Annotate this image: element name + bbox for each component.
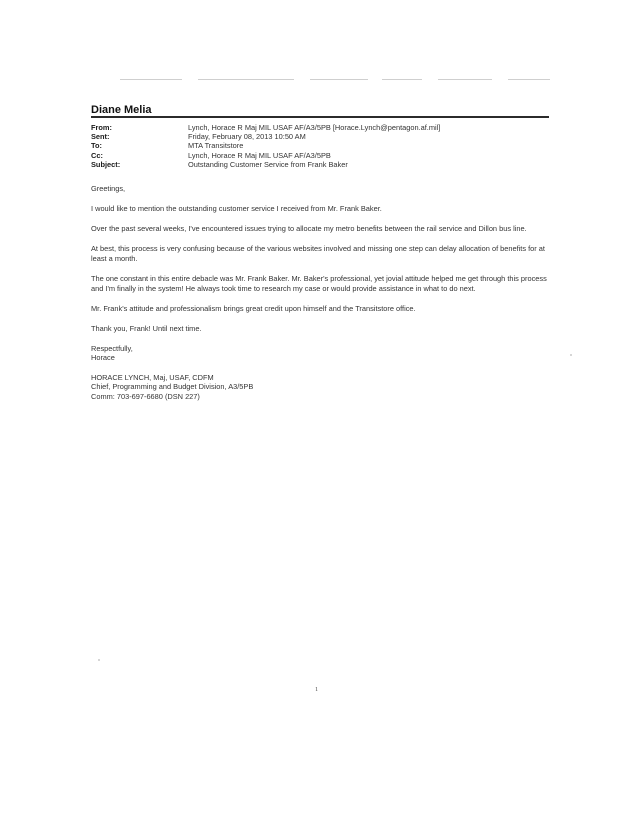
subject-value: Outstanding Customer Service from Frank Baker <box>188 159 348 169</box>
greeting: Greetings, <box>91 184 126 193</box>
email-body <box>91 184 553 401</box>
closing-name: Horace <box>91 353 115 363</box>
signature-block <box>91 373 553 402</box>
from-value: Lynch, Horace R Maj MIL USAF AF/A3/5PB [Horace.Lynch@pentagon.af.mil] <box>188 123 441 132</box>
scan-artifact-marks <box>120 79 550 82</box>
closing-salutation: Respectfully, <box>91 343 133 353</box>
signature-title: Chief, Programming and Budget Division, A3/5PB <box>91 382 254 392</box>
to-label: To: <box>91 141 102 151</box>
subject-label: Subject: <box>91 159 121 169</box>
body-paragraph: Over the past several weeks, I've encountered issues trying to allocate my metro benefits between the rail service and Dillon bus line. <box>91 224 527 234</box>
thank-you-line: Thank you, Frank! Until next time. <box>91 323 202 333</box>
header-divider <box>91 116 549 118</box>
body-paragraph: At best, this process is very confusing because of the various websites involved and missing one step can delay allocation of benefits for at least a month. <box>91 244 545 263</box>
from-row <box>91 123 440 132</box>
scan-speck <box>98 659 100 661</box>
page-number: 1 <box>315 686 319 693</box>
cc-value: Lynch, Horace R Maj MIL USAF AF/A3/5PB <box>188 150 331 160</box>
cc-row <box>91 151 440 160</box>
to-row <box>91 141 440 150</box>
signature-phone: Comm: 703-697-6680 (DSN 227) <box>91 391 200 401</box>
subject-row <box>91 160 440 169</box>
body-paragraph: The one constant in this entire debacle was Mr. Frank Baker. Mr. Baker's professional, yet jovial attitude helped me get through this process and I'm finally in the system! He always took time to research my case or would provide assistance in what to do next. <box>91 273 547 293</box>
to-value: MTA Transitstore <box>188 141 244 151</box>
signature-name: HORACE LYNCH, Maj, USAF, CDFM <box>91 372 214 382</box>
scan-speck <box>570 354 572 356</box>
from-label: From: <box>91 123 112 132</box>
body-paragraph: Mr. Frank's attitude and professionalism brings great credit upon himself and the Transitstore office. <box>91 303 416 313</box>
sent-row <box>91 132 440 141</box>
closing <box>91 344 553 363</box>
body-paragraph: I would like to mention the outstanding customer service I received from Mr. Frank Baker. <box>91 204 382 214</box>
sent-label: Sent: <box>91 132 110 142</box>
email-header-fields <box>91 123 440 169</box>
cc-label: Cc: <box>91 150 103 160</box>
sender-name: Diane Melia <box>91 104 152 116</box>
sent-value: Friday, February 08, 2013 10:50 AM <box>188 132 306 142</box>
